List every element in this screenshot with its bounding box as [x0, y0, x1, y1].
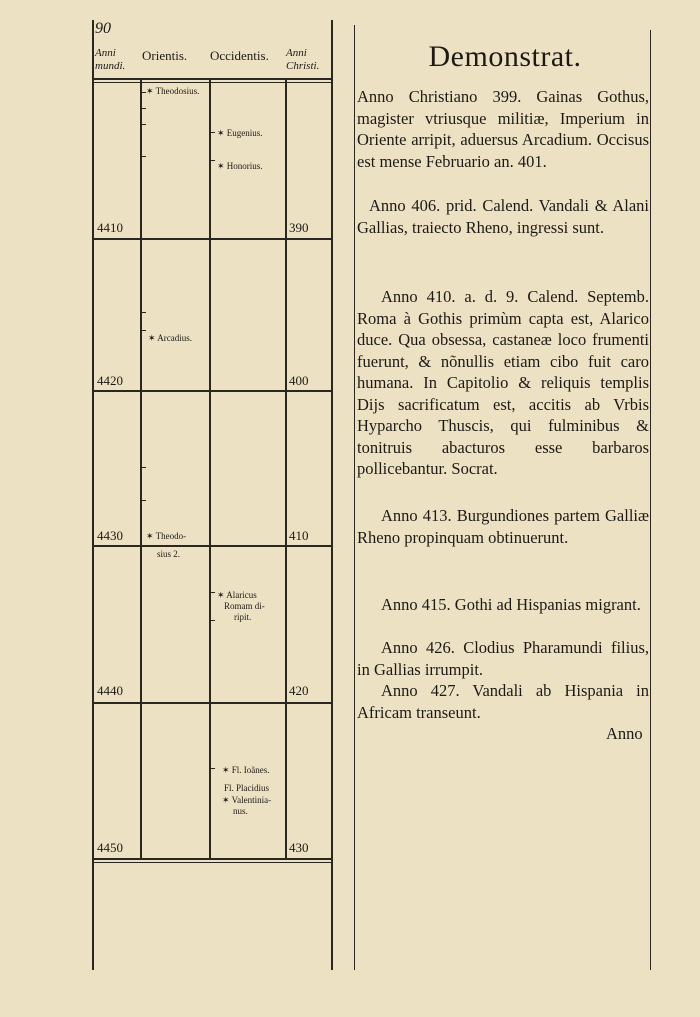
table-col-line-2 — [209, 80, 211, 860]
tick-mark — [141, 312, 146, 313]
header-occidentis: Occidentis. — [210, 48, 269, 63]
table-col-line-1 — [140, 80, 142, 860]
year-mundi: 4450 — [97, 840, 123, 855]
tick-mark — [141, 467, 146, 468]
table-right-border — [331, 20, 333, 970]
entry-theodosius-2: ✶ Theodo- — [146, 531, 187, 541]
paragraph: Anno Christiano 399. Gainas Gothus, magister vtriusque militiæ, Imperium in Oriente arripit, aduersus Arcadium. Occisus est mense Februario an. 401. — [357, 87, 649, 171]
entry-theodosius: ✶ Theodosius. — [146, 86, 200, 96]
entry-honorius: ✶ Honorius. — [217, 161, 263, 171]
table-left-border — [92, 20, 94, 970]
paragraph: Anno 413. Burgundiones partem Galliæ Rheno propinquam obtinuerunt. — [357, 506, 649, 547]
row-rule-3 — [92, 545, 332, 547]
entry-valentinianus-line2: nus. — [233, 806, 248, 816]
year-mundi: 4430 — [97, 528, 123, 543]
tick-mark — [141, 108, 146, 109]
header-orientis: Orientis. — [142, 48, 188, 63]
year-christi: 410 — [289, 528, 309, 543]
text-right-rule — [650, 30, 651, 970]
tick-mark — [141, 156, 146, 157]
tick-mark — [141, 124, 146, 125]
entry-valentinianus: ✶ Valentinia- — [222, 795, 272, 805]
row-rule-6 — [92, 862, 332, 863]
row-rule-4 — [92, 702, 332, 704]
paragraph: Anno 427. Vandali ab Hispania in Africam transeunt. — [357, 681, 649, 722]
year-christi: 420 — [289, 683, 309, 698]
header-anni-christi: Anni Christi. — [286, 47, 320, 72]
year-christi: 390 — [289, 220, 309, 235]
catchword: Anno — [606, 724, 643, 743]
row-rule-5 — [92, 858, 332, 860]
row-rule-1 — [92, 238, 332, 240]
header-rule-top — [92, 78, 332, 80]
row-rule-2 — [92, 390, 332, 392]
text-left-rule — [354, 25, 355, 970]
header-anni-mundi: Anni mundi. — [95, 47, 126, 72]
paragraph: Anno 406. prid. Calend. Vandali & Alani Gallias, traiecto Rheno, ingressi sunt. — [357, 196, 649, 237]
entry-alaricus-line2: Romam di- — [224, 601, 265, 611]
paragraph: Anno 415. Gothi ad Hispanias migrant. — [381, 595, 641, 614]
entry-placidius: Fl. Placidius — [224, 783, 270, 793]
demonstrat-title: Demonstrat. — [428, 40, 582, 73]
entry-arcadius: ✶ Arcadius. — [148, 333, 193, 343]
tick-mark — [210, 132, 215, 133]
entry-alaricus-line3: ripit. — [234, 612, 252, 622]
year-christi: 430 — [289, 840, 309, 855]
tick-mark — [210, 160, 215, 161]
year-mundi: 4420 — [97, 373, 123, 388]
tick-mark — [141, 500, 146, 501]
entry-alaricus: ✶ Alaricus — [217, 590, 257, 600]
entry-theodosius-2-cont: sius 2. — [157, 549, 181, 559]
page-number: 90 — [95, 20, 111, 37]
entry-eugenius: ✶ Eugenius. — [217, 128, 263, 138]
year-mundi: 4440 — [97, 683, 123, 698]
table-col-line-3 — [285, 80, 287, 860]
tick-mark — [141, 330, 146, 331]
year-mundi: 4410 — [97, 220, 123, 235]
header-rule-bottom — [92, 82, 332, 83]
paragraph: Anno 410. a. d. 9. Calend. Septemb. Roma à Gothis primùm capta est, Alarico duce. Qua obsessa, castaneæ loco frumenti fuerunt, & nõnullis etiam cibo fuit caro humana. In Capitolio & reliquis templis Dijs sacrificatum est, accitis ab Vrbis Hyparcho Thuscis, qui fulminibus & tonitruis abacturos esse barbaros pollicebantur. Socrat. — [357, 287, 649, 478]
entry-ioannes: ✶ Fl. Ioãnes. — [222, 765, 270, 775]
paragraph: Anno 426. Clodius Pharamundi filius, in Gallias irrumpit. — [357, 638, 649, 679]
tick-mark — [210, 592, 215, 593]
year-christi: 400 — [289, 373, 309, 388]
tick-mark — [210, 768, 215, 769]
tick-mark — [210, 620, 215, 621]
